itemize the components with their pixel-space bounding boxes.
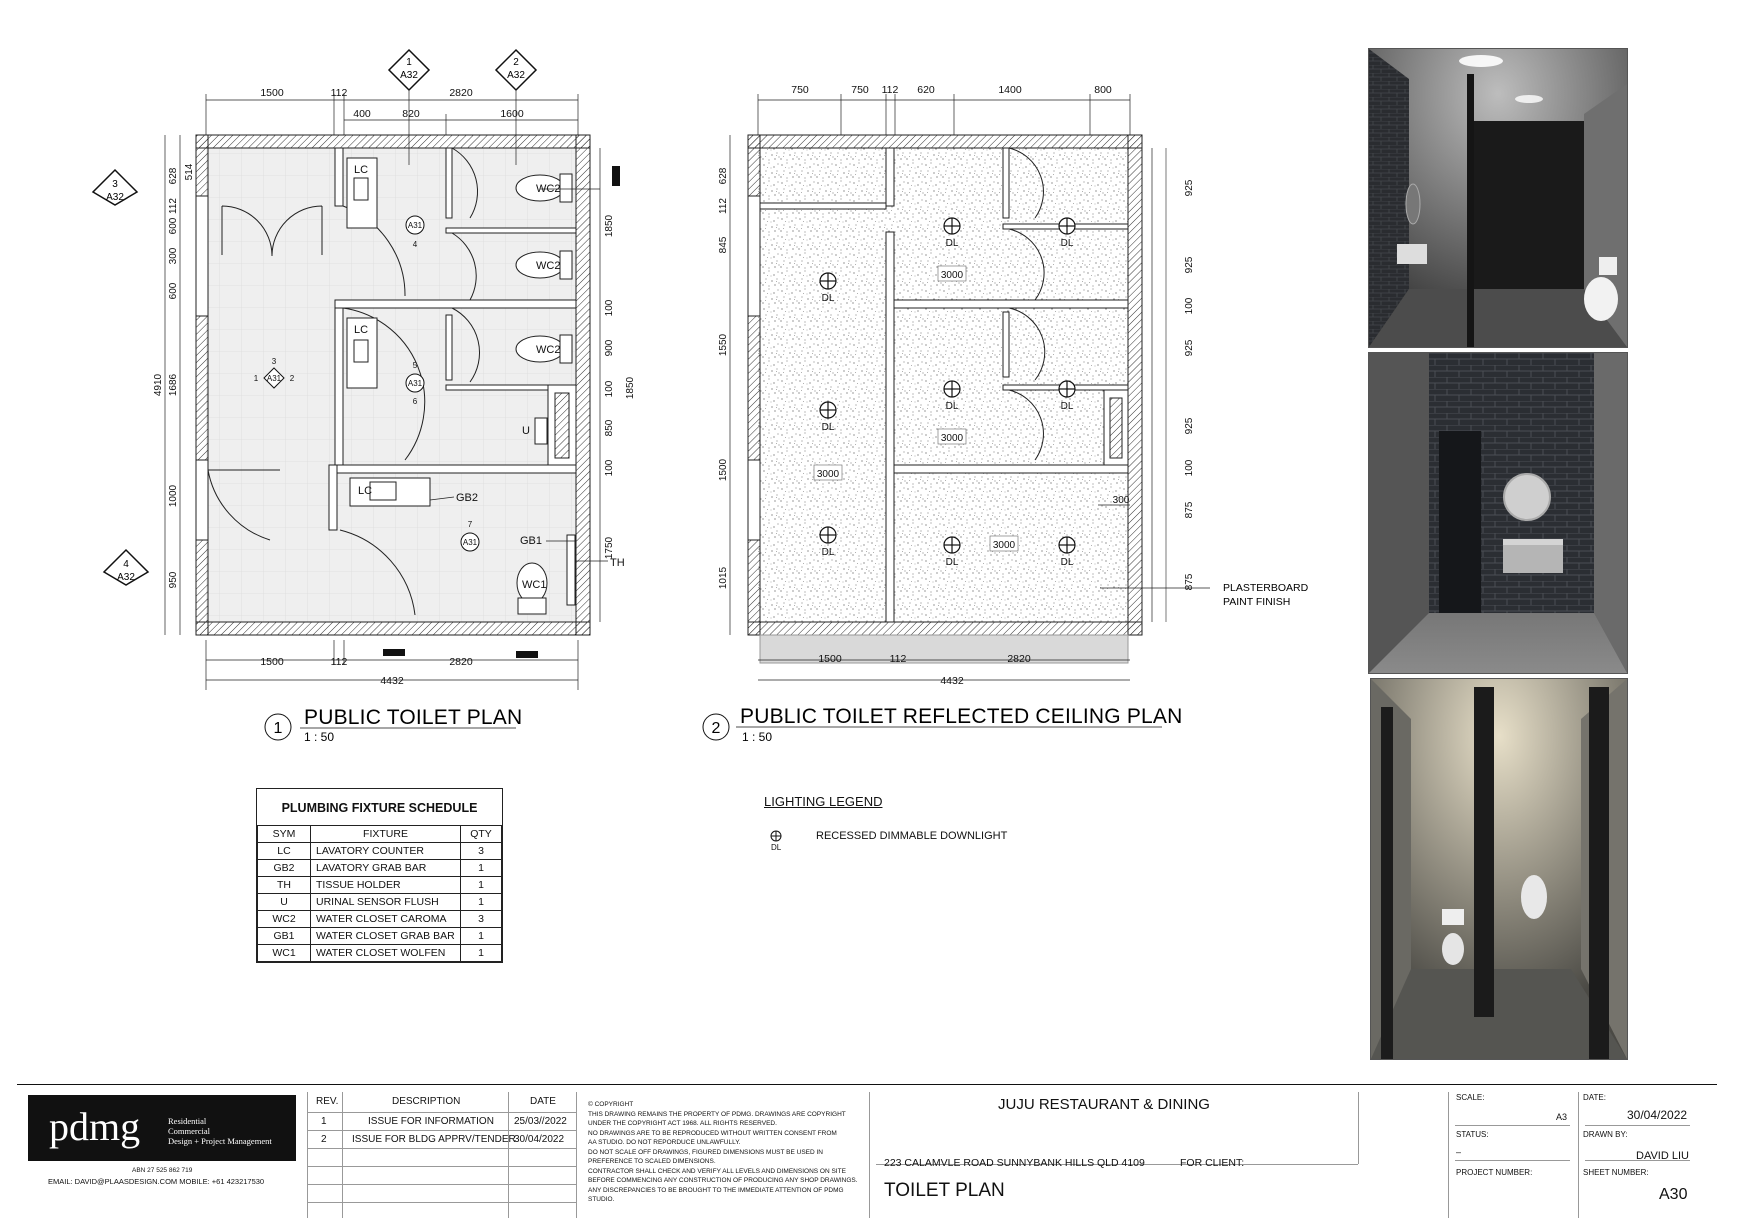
svg-text:2: 2 xyxy=(289,374,295,383)
schedule-qty: 1 xyxy=(461,877,502,894)
status-label: STATUS: xyxy=(1456,1130,1489,1139)
svg-text:A31: A31 xyxy=(462,538,478,547)
dim-top2-2: 820 xyxy=(402,108,420,120)
desc-header: DESCRIPTION xyxy=(392,1096,461,1107)
dim-300: 300 xyxy=(1112,495,1130,506)
table-row xyxy=(258,860,502,877)
copyright-line: UNDER THE COPYRIGHT ACT 1968. ALL RIGHTS RESERVED. xyxy=(588,1120,777,1127)
svg-text:6: 6 xyxy=(412,397,418,406)
render-photo-3 xyxy=(1370,678,1628,1060)
rcp-dim-right-2: 925 xyxy=(1184,256,1195,274)
sheet-title: TOILET PLAN xyxy=(884,1180,1005,1201)
abn-text: ABN 27 525 862 719 xyxy=(132,1167,193,1174)
drawn-by-label: DRAWN BY: xyxy=(1583,1130,1628,1139)
date-value: 30/04/2022 xyxy=(1627,1108,1688,1122)
rev-2-desc: ISSUE FOR BLDG APPRV/TENDER xyxy=(352,1134,516,1145)
table-row xyxy=(258,894,502,911)
lighting-legend xyxy=(764,794,1008,857)
rcp-dim-right-4: 925 xyxy=(1184,339,1195,357)
date-label: DATE: xyxy=(1583,1093,1606,1102)
dim-top2-3: 1600 xyxy=(500,108,524,120)
ceiling-height-2: 3000 xyxy=(940,433,964,444)
client-label: FOR CLIENT: xyxy=(1180,1157,1245,1169)
project-address: 223 CALAMVLE ROAD SUNNYBANK HILLS QLD 4109 xyxy=(884,1157,1145,1169)
dim-right-6: 100 xyxy=(604,459,615,477)
copyright-line: THIS DRAWING REMAINS THE PROPERTY OF PDMG. DRAWINGS ARE COPYRIGHT xyxy=(588,1110,846,1118)
plasterboard-note-1: PLASTERBOARD xyxy=(1223,582,1309,594)
svg-text:1: 1 xyxy=(273,720,283,737)
schedule-header-qty: QTY xyxy=(461,826,502,843)
ceiling-height-1: 3000 xyxy=(940,270,964,281)
rcp-dim-top-5: 1400 xyxy=(998,84,1022,96)
schedule-fixture: LAVATORY GRAB BAR xyxy=(311,860,461,877)
dim-overall-left: 4910 xyxy=(153,373,164,397)
logo-line-2: Commercial xyxy=(168,1126,211,1136)
dim-left-1: 628 xyxy=(168,167,179,185)
dim-left-5: 300 xyxy=(168,247,179,265)
rcp-dim-bottom-2: 112 xyxy=(889,653,907,665)
svg-text:1 : 50: 1 : 50 xyxy=(742,730,773,744)
rcp-dim-left-1: 628 xyxy=(718,167,729,185)
ceiling-height-3: 3000 xyxy=(816,469,840,480)
dl-label-4: DL xyxy=(945,238,959,249)
copyright-line: ANY DISCREPANCIES TO BE BROUGHT TO THE IMMEDIATE ATTENTION OF PDMG xyxy=(588,1186,844,1194)
label-wc2-3: WC2 xyxy=(536,344,561,356)
schedule-sym: GB1 xyxy=(258,928,311,945)
rcp-dim-right-7: 875 xyxy=(1184,501,1195,519)
copyright-line: DO NOT SCALE OFF DRAWINGS, FIGURED DIMENSIONS MUST BE USED IN xyxy=(588,1148,823,1156)
table-row xyxy=(258,843,502,860)
svg-text:1 : 50: 1 : 50 xyxy=(304,730,335,744)
schedule-fixture: WATER CLOSET CAROMA xyxy=(311,911,461,928)
dl-label-7: DL xyxy=(1060,401,1074,412)
dim-right-4: 100 xyxy=(604,380,615,398)
table-row xyxy=(258,877,502,894)
section-marker-3 xyxy=(93,170,137,205)
rev-1-desc: ISSUE FOR INFORMATION xyxy=(368,1116,494,1127)
schedule-header-sym: SYM xyxy=(258,826,311,843)
plumbing-fixture-schedule xyxy=(256,788,503,963)
rcp-dim-right-6: 100 xyxy=(1184,459,1195,477)
render-photo-1 xyxy=(1368,48,1628,348)
schedule-sym: WC1 xyxy=(258,945,311,962)
reflected-ceiling-plan xyxy=(690,0,1330,760)
rev-header: REV. xyxy=(316,1096,339,1107)
dl-label-8: DL xyxy=(945,557,959,568)
rcp-dim-top-4: 620 xyxy=(917,84,935,96)
svg-text:3: 3 xyxy=(112,179,118,190)
svg-text:A32: A32 xyxy=(106,192,124,203)
public-toilet-plan xyxy=(0,0,690,760)
ceiling-height-4: 3000 xyxy=(992,540,1016,551)
rcp-dim-top-1: 750 xyxy=(791,84,809,96)
schedule-sym: TH xyxy=(258,877,311,894)
dl-label-1: DL xyxy=(821,293,835,304)
svg-text:7: 7 xyxy=(467,520,473,529)
rcp-dim-top-6: 800 xyxy=(1094,84,1112,96)
dim-right-7: 1750 xyxy=(604,536,615,560)
svg-text:A32: A32 xyxy=(507,70,525,81)
dim-left-6: 600 xyxy=(168,282,179,300)
rev-2-number: 2 xyxy=(321,1134,327,1145)
plan1-title-block xyxy=(265,706,522,744)
copyright-line: NO DRAWINGS ARE TO BE REPRODUCED WITHOUT WRITTEN CONSENT FROM xyxy=(588,1129,837,1137)
dim-left-2: 514 xyxy=(184,163,195,181)
rcp-dim-bottom-3: 2820 xyxy=(1007,653,1031,665)
dl-label-6: DL xyxy=(945,401,959,412)
schedule-qty: 3 xyxy=(461,843,502,860)
dim-overall: 4432 xyxy=(380,675,404,687)
schedule-header-fixture: FIXTURE xyxy=(311,826,461,843)
schedule-qty: 1 xyxy=(461,860,502,877)
schedule-fixture: TISSUE HOLDER xyxy=(311,877,461,894)
render-photo-2 xyxy=(1368,352,1628,674)
label-wc1: WC1 xyxy=(522,579,547,591)
legend-symbol: DL xyxy=(771,843,782,852)
svg-text:PUBLIC TOILET REFLECTED CEILIN: PUBLIC TOILET REFLECTED CEILING PLAN xyxy=(740,705,1183,728)
dim-right-5: 850 xyxy=(604,419,615,437)
schedule-fixture: URINAL SENSOR FLUSH xyxy=(311,894,461,911)
svg-text:4: 4 xyxy=(412,240,418,249)
dl-label-5: DL xyxy=(1060,238,1074,249)
dim-right-3: 900 xyxy=(604,339,615,357)
dl-label-2: DL xyxy=(821,422,835,433)
dim-top-2: 112 xyxy=(330,87,348,99)
schedule-fixture: LAVATORY COUNTER xyxy=(311,843,461,860)
schedule-header-row xyxy=(258,826,502,843)
label-wc2-1: WC2 xyxy=(536,183,561,195)
rev-2-date: 30/04/2022 xyxy=(514,1134,565,1145)
copyright-line: CONTRACTOR SHALL CHECK AND VERIFY ALL LEVELS AND DIMENSIONS ON SITE xyxy=(588,1167,846,1175)
project-number-label: PROJECT NUMBER: xyxy=(1456,1168,1533,1177)
logo-line-3: Design + Project Management xyxy=(168,1136,272,1146)
dim-bottom-2: 112 xyxy=(330,656,348,668)
logo-line-1: Residential xyxy=(168,1116,207,1126)
schedule-title: PLUMBING FIXTURE SCHEDULE xyxy=(281,801,478,815)
table-row xyxy=(258,911,502,928)
sheet-number-label: SHEET NUMBER: xyxy=(1583,1168,1649,1177)
dim-top2-1: 400 xyxy=(353,108,371,120)
dim-right-2: 100 xyxy=(604,299,615,317)
dim-bottom-1: 1500 xyxy=(260,656,284,668)
schedule-qty: 1 xyxy=(461,894,502,911)
dim-top-1: 1500 xyxy=(260,87,284,99)
svg-text:1: 1 xyxy=(406,57,412,68)
plasterboard-note-2: PAINT FINISH xyxy=(1223,596,1291,608)
schedule-sym: LC xyxy=(258,843,311,860)
svg-text:4: 4 xyxy=(123,559,129,570)
copyright-line: STUDIO. xyxy=(588,1196,615,1203)
schedule-sym: WC2 xyxy=(258,911,311,928)
label-wc2-2: WC2 xyxy=(536,260,561,272)
svg-text:5: 5 xyxy=(412,361,418,370)
schedule-qty: 3 xyxy=(461,911,502,928)
dl-label-9: DL xyxy=(1060,557,1074,568)
sheet-number-value: A30 xyxy=(1659,1186,1688,1203)
label-th: TH xyxy=(610,557,625,569)
contact-text: EMAIL: DAVID@PLAASDESIGN.COM MOBILE: +61 423217530 xyxy=(48,1177,265,1186)
rcp-dim-right-5: 925 xyxy=(1184,417,1195,435)
copyright-line: PREFERENCE TO SCALED DIMENSIONS. xyxy=(588,1158,716,1165)
dim-right-1: 1850 xyxy=(604,214,615,238)
drawn-by-value: DAVID LIU xyxy=(1636,1150,1689,1162)
dim-left-3: 112 xyxy=(168,198,179,214)
scale-label: SCALE: xyxy=(1456,1093,1485,1102)
dim-bottom-3: 2820 xyxy=(449,656,473,668)
dim-right2: 1850 xyxy=(625,376,636,400)
copyright-line: BEFORE COMMENCING ANY CONSTRUCTION OF PRODUCING ANY SHOP DRAWINGS. xyxy=(588,1177,858,1184)
rcp-dim-top-2: 750 xyxy=(851,84,869,96)
rcp-dim-right-8: 875 xyxy=(1184,573,1195,591)
copyright-line: AA STUDIO. DO NOT REPORDUCE UNLAWFULLY. xyxy=(588,1139,741,1146)
svg-text:A32: A32 xyxy=(400,70,418,81)
scale-value: A3 xyxy=(1556,1112,1568,1122)
schedule-qty: 1 xyxy=(461,945,502,962)
rcp-dim-right-3: 100 xyxy=(1184,297,1195,315)
svg-text:3: 3 xyxy=(271,357,277,366)
copyright-notice xyxy=(588,1100,868,1205)
legend-item: RECESSED DIMMABLE DOWNLIGHT xyxy=(816,830,1008,842)
schedule-sym: U xyxy=(258,894,311,911)
rcp-dim-left-3: 845 xyxy=(718,236,729,254)
rev-1-date: 25/03//2022 xyxy=(514,1116,567,1127)
svg-text:A31: A31 xyxy=(407,221,423,230)
rcp-dim-left-5: 1500 xyxy=(718,458,729,482)
title-block xyxy=(0,1084,1738,1229)
rcp-dim-left-6: 1015 xyxy=(718,566,729,590)
plan2-title-block xyxy=(703,705,1183,744)
label-u: U xyxy=(522,425,530,437)
dim-left-4: 600 xyxy=(168,217,179,235)
svg-text:A31: A31 xyxy=(407,379,423,388)
label-lc-2: LC xyxy=(354,324,369,336)
dim-left-7: 1686 xyxy=(168,373,179,397)
legend-title: LIGHTING LEGEND xyxy=(764,794,883,809)
rcp-dim-bottom-1: 1500 xyxy=(818,653,842,665)
schedule-sym: GB2 xyxy=(258,860,311,877)
svg-text:PUBLIC TOILET PLAN: PUBLIC TOILET PLAN xyxy=(304,706,523,729)
schedule-fixture: WATER CLOSET GRAB BAR xyxy=(311,928,461,945)
label-lc-3: LC xyxy=(358,485,373,497)
project-name: JUJU RESTAURANT & DINING xyxy=(998,1096,1210,1113)
table-row xyxy=(258,928,502,945)
svg-text:2: 2 xyxy=(513,57,519,68)
rcp-dim-overall: 4432 xyxy=(940,675,964,687)
dim-left-9: 950 xyxy=(168,571,179,589)
svg-text:A32: A32 xyxy=(117,572,135,583)
logo-wordmark: pdmg xyxy=(49,1104,141,1149)
rcp-dim-left-4: 1550 xyxy=(718,333,729,357)
label-gb2: GB2 xyxy=(456,492,479,504)
svg-text:A31: A31 xyxy=(266,374,282,383)
svg-text:2: 2 xyxy=(711,720,721,737)
label-lc-1: LC xyxy=(354,164,369,176)
status-value: – xyxy=(1456,1147,1462,1157)
dl-label-3: DL xyxy=(821,547,835,558)
date-header: DATE xyxy=(530,1096,556,1107)
copyright-line: © COPYRIGHT xyxy=(588,1101,634,1108)
rcp-dim-top-3: 112 xyxy=(881,84,899,96)
rcp-dim-left-2: 112 xyxy=(718,198,729,214)
schedule-qty: 1 xyxy=(461,928,502,945)
section-marker-4 xyxy=(104,550,148,585)
table-row xyxy=(258,945,502,962)
rcp-dim-right-1: 925 xyxy=(1184,179,1195,197)
rev-1-number: 1 xyxy=(321,1116,327,1127)
svg-text:1: 1 xyxy=(253,374,259,383)
dim-top-3: 2820 xyxy=(449,87,473,99)
pdmg-logo xyxy=(28,1095,296,1161)
schedule-fixture: WATER CLOSET WOLFEN xyxy=(311,945,461,962)
dim-left-8: 1000 xyxy=(168,484,179,508)
label-gb1: GB1 xyxy=(520,535,543,547)
